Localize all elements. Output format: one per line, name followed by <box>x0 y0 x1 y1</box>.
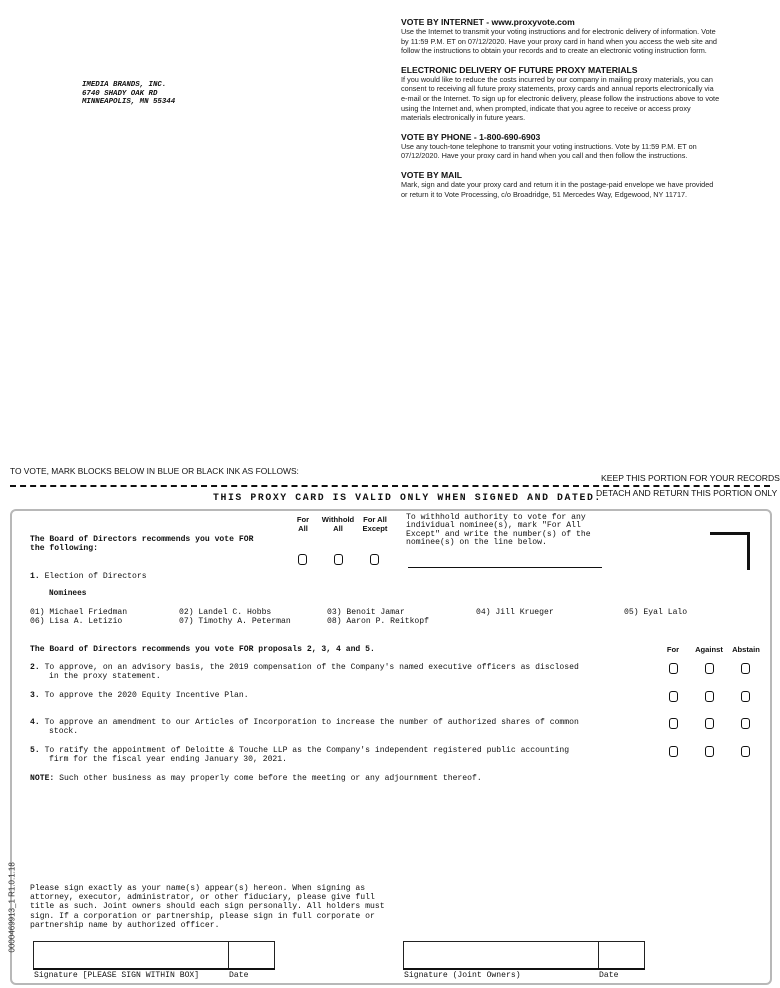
proposal-2-line-2: in the proxy statement. <box>49 672 161 681</box>
sign-instructions-line-3: title as such. Joint owners should each sign personally. All holders must <box>30 902 385 912</box>
proposal-2-against-checkbox[interactable] <box>705 663 714 674</box>
valid-notice: THIS PROXY CARD IS VALID ONLY WHEN SIGNED AND DATED. <box>213 492 602 503</box>
withhold-all-checkbox[interactable] <box>334 554 343 565</box>
nominee-02: 02) Landel C. Hobbs <box>179 608 272 617</box>
vote-phone-body: Use any touch-tone telephone to transmit your voting instructions. Vote by 11:59 P.M. ET on 07/12/2020. Have your proxy card in hand when you call and then follow the instructions. <box>401 141 697 161</box>
col-for-all-except <box>358 515 392 533</box>
electronic-delivery-body: If you would like to reduce the costs incurred by our company in mailing proxy materials, you can consent to receiving all future proxy statements, proxy cards and annual reports electronically via e-mail or the Internet. To sign up for electronic delivery, please follow the instructions above to vote using the Internet and, when prompted, indicate that you agree to receive or access proxy materials electronically in future years. <box>401 74 720 123</box>
proposal-4 <box>30 718 579 736</box>
withhold-instruction <box>406 514 591 547</box>
joint-signature-label: Signature (Joint Owners) <box>404 971 521 980</box>
signature-date-label: Date <box>229 971 249 980</box>
electronic-delivery-title: ELECTRONIC DELIVERY OF FUTURE PROXY MATERIALS <box>401 64 638 75</box>
nominee-05: 05) Eyal Lalo <box>624 608 688 617</box>
nominee-04: 04) Jill Krueger <box>476 608 554 617</box>
vote-mail-body: Mark, sign and date your proxy card and return it in the postage-paid envelope we have provided or return it to Vote Processing, c/o Broadridge, 51 Mercedes Way, Edgewood, NY 11717. <box>401 179 714 199</box>
signature-underline <box>33 968 275 970</box>
withhold-instruction-line-4: nominee(s) on the line below. <box>406 537 547 547</box>
proposal-5 <box>30 746 569 764</box>
col-withhold-line-1: Withhold <box>321 515 355 524</box>
withhold-instruction-line-2: individual nominee(s), mark "For All <box>406 521 581 531</box>
proposal-4-abstain-checkbox[interactable] <box>741 718 750 729</box>
proposal-3-against-checkbox[interactable] <box>705 691 714 702</box>
cut-line <box>10 485 770 487</box>
joint-signature-box[interactable] <box>403 941 599 969</box>
note-text: Such other business as may properly come before the meeting or any adjournment thereof. <box>59 774 482 783</box>
col-except-line-2: Except <box>362 524 388 533</box>
signature-date-box[interactable] <box>228 941 275 969</box>
side-document-code: 0000469913_1 R1.0.1.18 <box>7 862 17 953</box>
proposal-2-abstain-checkbox[interactable] <box>741 663 750 674</box>
for-all-except-checkbox[interactable] <box>370 554 379 565</box>
joint-signature-date-label: Date <box>599 971 619 980</box>
registration-mark <box>710 532 750 570</box>
vote-mail-title: VOTE BY MAIL <box>401 169 462 180</box>
election-number: 1. <box>30 572 40 581</box>
note <box>30 774 482 783</box>
proposal-3-number: 3. <box>30 691 40 700</box>
signature-label: Signature [PLEASE SIGN WITHIN BOX] <box>34 971 200 980</box>
proposal-5-for-checkbox[interactable] <box>669 746 678 757</box>
ink-instruction: TO VOTE, MARK BLOCKS BELOW IN BLUE OR BLACK INK AS FOLLOWS: <box>10 466 299 476</box>
signature-box[interactable] <box>33 941 229 969</box>
sign-instructions <box>30 884 385 930</box>
withhold-instruction-line-3: Except" and write the number(s) of the <box>406 529 591 539</box>
proposal-2-line-1: To approve, on an advisory basis, the 2019 compensation of the Company's named executive officers as disclosed <box>44 663 579 672</box>
nominee-exception-line[interactable] <box>408 567 602 568</box>
col-except-line-1: For All <box>363 515 387 524</box>
sign-instructions-line-4: sign. If a corporation or partnership, please sign in full corporate or <box>30 911 375 921</box>
proposal-2-number: 2. <box>30 663 40 672</box>
col-withhold-all <box>316 515 360 533</box>
col-withhold-line-2: All <box>333 524 343 533</box>
address-line-3: MINNEAPOLIS, MN 55344 <box>82 98 176 107</box>
col-for-all <box>290 515 316 533</box>
proposal-3-for-checkbox[interactable] <box>669 691 678 702</box>
election-title: Election of Directors <box>44 572 147 581</box>
proposal-3-line-1: To approve the 2020 Equity Incentive Plan. <box>44 691 249 700</box>
mailing-address <box>82 81 175 107</box>
board-recommendation-1-line-2: the following: <box>30 544 98 553</box>
keep-portion-label: KEEP THIS PORTION FOR YOUR RECORDS <box>601 473 780 483</box>
col-against: Against <box>695 645 723 654</box>
withhold-instruction-line-1: To withhold authority to vote for any <box>406 513 586 522</box>
note-label: NOTE: <box>30 774 55 783</box>
sign-instructions-line-2: attorney, executor, administrator, or other fiduciary, please give full <box>30 893 375 903</box>
proposal-5-number: 5. <box>30 746 40 755</box>
proposal-3 <box>30 691 249 700</box>
vote-internet-title: VOTE BY INTERNET - www.proxyvote.com <box>401 17 575 27</box>
nominee-03: 03) Benoit Jamar <box>327 608 405 617</box>
nominee-08: 08) Aaron P. Reitkopf <box>327 617 429 626</box>
proposal-5-line-1: To ratify the appointment of Deloitte & Touche LLP as the Company's independent registered public accounting <box>44 746 570 755</box>
nominee-06: 06) Lisa A. Letizio <box>30 617 123 626</box>
proposal-5-abstain-checkbox[interactable] <box>741 746 750 757</box>
proposal-2 <box>30 663 579 681</box>
sign-instructions-line-5: partnership name by authorized officer. <box>30 920 220 930</box>
proposal-5-against-checkbox[interactable] <box>705 746 714 757</box>
board-recommendation-2: The Board of Directors recommends you vote FOR proposals 2, 3, 4 and 5. <box>30 645 375 654</box>
col-for: For <box>666 645 680 654</box>
vote-phone-title: VOTE BY PHONE - 1-800-690-6903 <box>401 131 541 142</box>
joint-signature-date-box[interactable] <box>598 941 645 969</box>
proposal-5-line-2: firm for the fiscal year ending January 30, 2021. <box>49 755 287 764</box>
board-recommendation-1-line-1: The Board of Directors recommends you vote FOR <box>30 535 254 544</box>
address-line-2: 6740 SHADY OAK RD <box>82 89 158 98</box>
col-for-all-line-2: All <box>298 524 308 533</box>
proposal-4-number: 4. <box>30 718 40 727</box>
vote-internet-body: Use the Internet to transmit your voting instructions and for electronic delivery of information. Vote by 11:59 P.M. ET on 07/12/2020. Have your proxy card in hand when you access the web site and follow the instructions to obtain your records and to create an electronic voting instruction form. <box>401 27 717 56</box>
election-heading <box>30 572 147 581</box>
nominee-07: 07) Timothy A. Peterman <box>179 617 291 626</box>
board-recommendation-1 <box>30 535 253 553</box>
proposal-3-abstain-checkbox[interactable] <box>741 691 750 702</box>
for-all-checkbox[interactable] <box>298 554 307 565</box>
proposal-4-against-checkbox[interactable] <box>705 718 714 729</box>
address-line-1: IMEDIA BRANDS, INC. <box>82 81 167 89</box>
nominee-01: 01) Michael Friedman <box>30 608 128 617</box>
nominees-label: Nominees <box>49 590 87 598</box>
proposal-4-for-checkbox[interactable] <box>669 718 678 729</box>
col-abstain: Abstain <box>732 645 760 654</box>
detach-portion-label: DETACH AND RETURN THIS PORTION ONLY <box>596 488 778 498</box>
col-for-all-line-1: For <box>296 515 310 524</box>
vote-instructions <box>401 17 721 199</box>
proposal-4-line-2: stock. <box>49 727 79 736</box>
sign-instructions-line-1: Please sign exactly as your name(s) appear(s) hereon. When signing as <box>30 884 366 893</box>
proposal-2-for-checkbox[interactable] <box>669 663 678 674</box>
joint-signature-underline <box>403 968 645 970</box>
proposal-4-line-1: To approve an amendment to our Articles of Incorporation to increase the number of authorized shares of common <box>44 718 579 727</box>
